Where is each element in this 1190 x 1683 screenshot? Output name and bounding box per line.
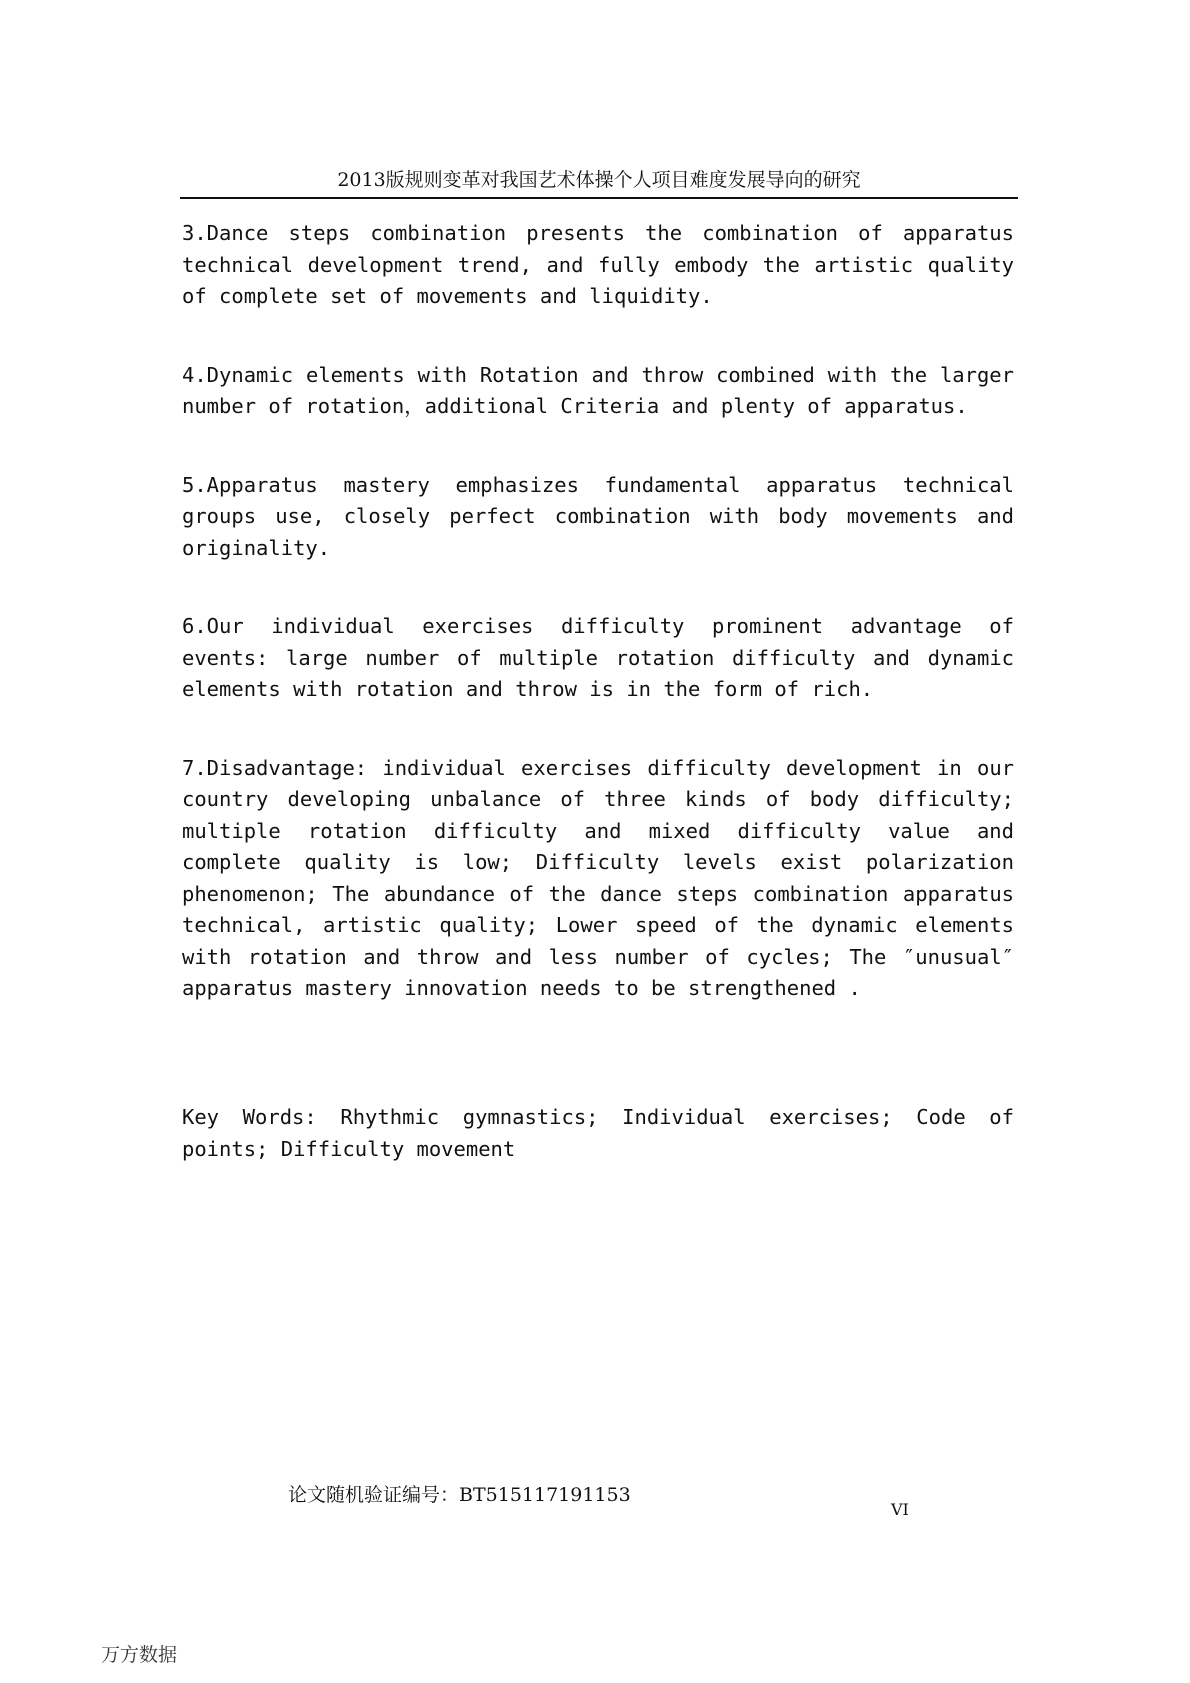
wanfang-watermark: 万方数据 (101, 1644, 178, 1666)
abstract-paragraph-5: 5.Apparatus mastery emphasizes fundamental apparatus technical groups use, closely perfect combination with body movements and originality. (182, 472, 1014, 560)
abstract-paragraph-7: 7.Disadvantage: individual exercises difficulty development in our country developing unbalance of three kinds of body difficulty; multiple rotation difficulty and mixed difficulty value and complete quality is low; Difficulty levels exist polarization phenomenon; The abundance of the dance steps combination apparatus technical, artistic quality; Lower speed of the dynamic elements with rotation and throw and less number of cycles; The ″unusual″ apparatus mastery innovation needs to be strengthened . (182, 755, 1014, 1000)
running-header-title: 2013版规则变革对我国艺术体操个人项目难度发展导向的研究 (337, 169, 861, 191)
abstract-paragraph-3: 3.Dance steps combination presents the combination of apparatus technical development trend, and fully embody the artistic quality of complete set of movements and liquidity. (182, 221, 1014, 308)
abstract-paragraph-4: 4.Dynamic elements with Rotation and throw combined with the larger number of rotation，additional Criteria and plenty of apparatus. (182, 362, 1014, 418)
header-rule (180, 197, 1018, 199)
abstract-paragraph-6: 6.Our individual exercises difficulty prominent advantage of events: large number of multiple rotation difficulty and dynamic elements with rotation and throw is in the form of rich. (182, 614, 1014, 701)
verification-number: 论文随机验证编号：BT515117191153 (288, 1484, 631, 1506)
keywords: Key Words: Rhythmic gymnastics; Individual exercises; Code of points; Difficulty movement (182, 1105, 1014, 1161)
abstract-body (182, 218, 1014, 1052)
page-number: VI (891, 1500, 909, 1519)
